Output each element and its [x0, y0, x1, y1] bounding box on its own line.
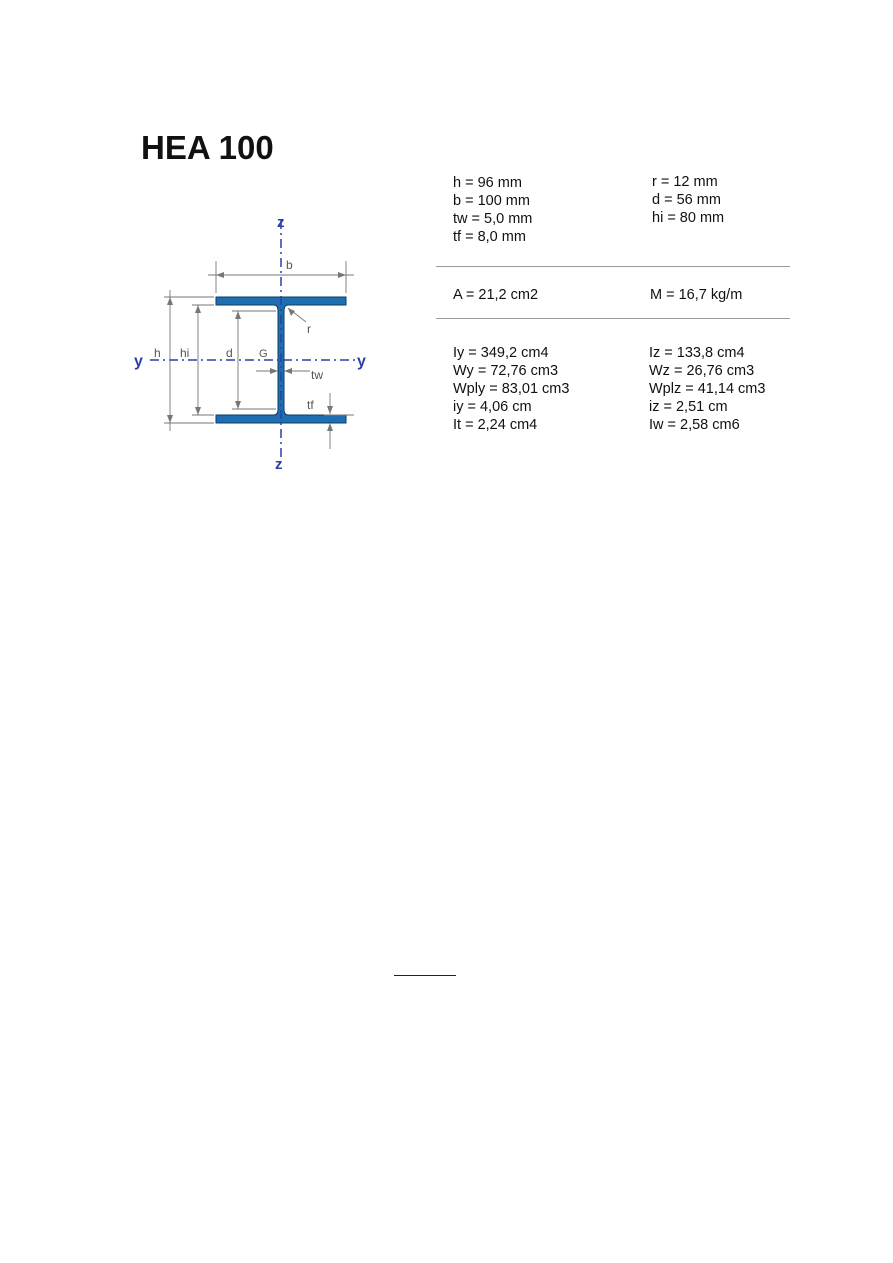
dim-label-hi: hi [180, 346, 190, 360]
hea-cross-section-diagram [128, 205, 378, 480]
dim-tf: tf = 8,0 mm [453, 229, 526, 245]
prop-wply: Wply = 83,01 cm3 [453, 381, 570, 397]
dim-b: b = 100 mm [453, 193, 530, 209]
prop-wplz: Wplz = 41,14 cm3 [649, 381, 766, 397]
prop-it: It = 2,24 cm4 [453, 417, 538, 433]
divider [436, 318, 790, 319]
y-axis-label-right: y [357, 353, 366, 370]
dim-label-tw: tw [311, 368, 323, 382]
dim-h: h = 96 mm [453, 175, 522, 191]
prop-wz: Wz = 26,76 cm3 [649, 363, 755, 379]
footnote-separator [394, 975, 456, 976]
dim-r: r = 12 mm [652, 174, 718, 190]
dim-label-b: b [286, 258, 293, 272]
dim-tw: tw = 5,0 mm [453, 211, 533, 227]
prop-iy: Iy = 349,2 cm4 [453, 345, 549, 361]
divider [436, 266, 790, 267]
mass-value: M = 16,7 kg/m [650, 287, 743, 303]
dim-d: d = 56 mm [652, 192, 721, 208]
dim-label-d: d [226, 346, 233, 360]
prop-radius-z: iz = 2,51 cm [649, 399, 728, 415]
prop-radius-y: iy = 4,06 cm [453, 399, 532, 415]
section-properties-table [436, 160, 790, 450]
prop-wy: Wy = 72,76 cm3 [453, 363, 559, 379]
dim-label-h: h [154, 346, 161, 360]
area-value: A = 21,2 cm2 [453, 287, 539, 303]
dim-label-r: r [307, 322, 311, 336]
dim-hi: hi = 80 mm [652, 210, 725, 226]
page-title: HEA 100 [141, 129, 274, 166]
z-axis-label-bottom: z [275, 456, 283, 473]
prop-iz: Iz = 133,8 cm4 [649, 345, 745, 361]
y-axis-label-left: y [134, 353, 143, 370]
z-axis-label-top: z [277, 214, 285, 231]
prop-iw: Iw = 2,58 cm6 [649, 417, 740, 433]
dim-label-tf: tf [307, 398, 314, 412]
centroid-label-g: G [259, 348, 268, 360]
